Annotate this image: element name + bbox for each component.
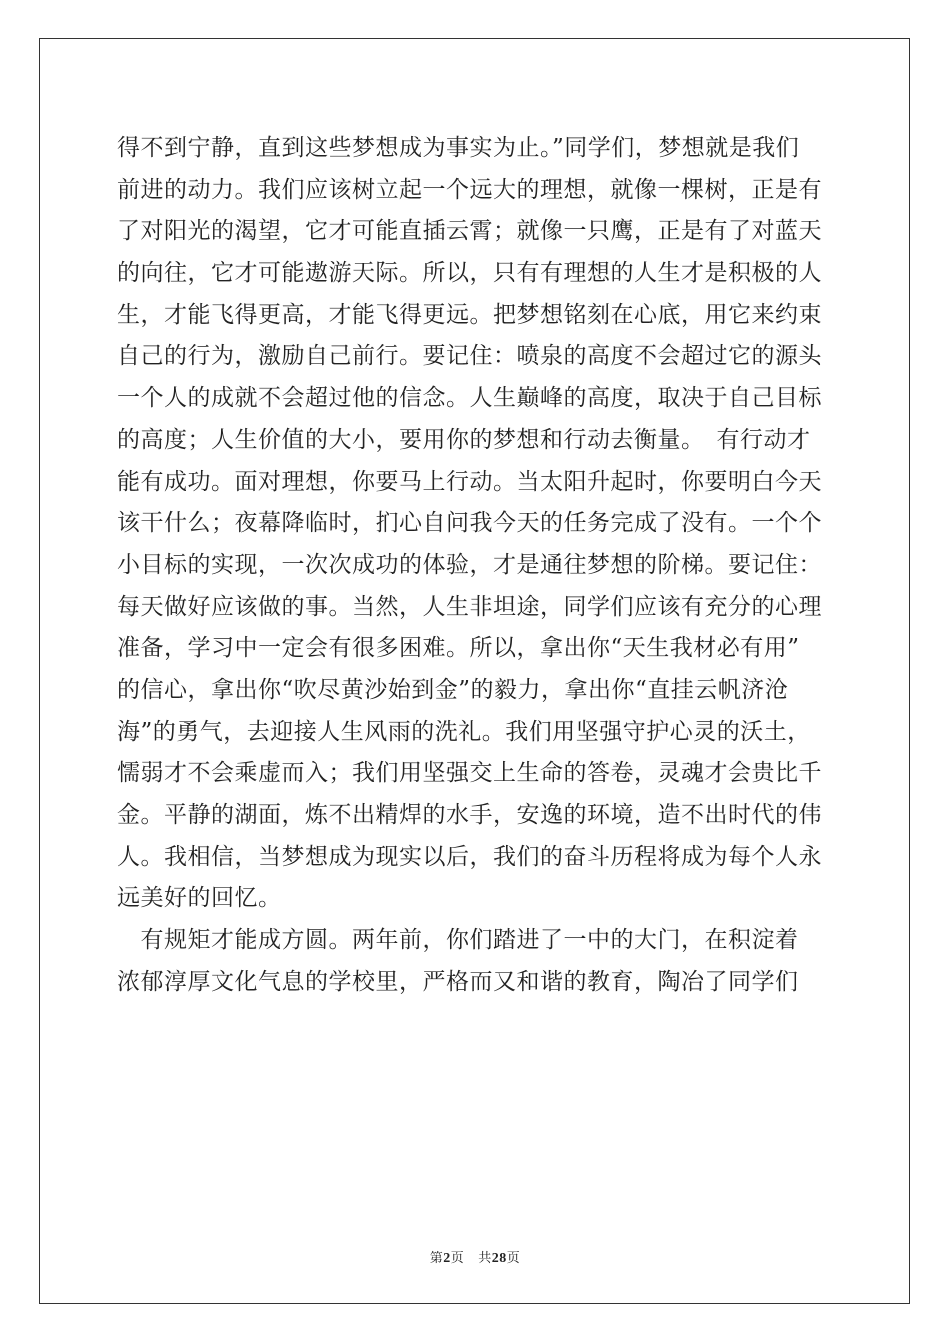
- text-line: 生，才能飞得更高，才能飞得更远。把梦想铭刻在心底，用它来约束: [117, 301, 822, 328]
- document-body: [117, 128, 833, 1003]
- text-line: 浓郁淳厚文化气息的学校里，严格而又和谐的教育，陶冶了同学们: [117, 968, 799, 995]
- text-line: 有规矩才能成方圆。两年前，你们踏进了一中的大门，在积淀着: [117, 927, 799, 954]
- text-line: 懦弱才不会乘虚而入；我们用坚强交上生命的答卷，灵魂才会贵比千: [117, 760, 822, 787]
- text-line: 能有成功。面对理想，你要马上行动。当太阳升起时，你要明白今天: [117, 468, 822, 495]
- text-line: 该干什么；夜幕降临时，扪心自问我今天的任务完成了没有。一个个: [117, 510, 822, 537]
- text-line: 的向往，它才可能遨游天际。所以，只有有理想的人生才是积极的人: [117, 260, 822, 287]
- text-line: 得不到宁静，直到这些梦想成为事实为止。”同学们，梦想就是我们: [117, 135, 800, 161]
- text-line: 远美好的回忆。: [117, 885, 282, 912]
- text-line: 每天做好应该做的事。当然，人生非坦途，同学们应该有充分的心理: [117, 593, 822, 620]
- text-line: 一个人的成就不会超过他的信念。人生巅峰的高度，取决于自己目标: [117, 385, 822, 412]
- text-line: 的高度；人生价值的大小，要用你的梦想和行动去衡量。 有行动才: [117, 426, 811, 453]
- page-number-label: 第2页: [429, 1251, 465, 1266]
- text-line: 的信心，拿出你“吹尽黄沙始到金”的毅力，拿出你“直挂云帆济沧: [117, 676, 789, 703]
- total-pages-label: 共28页: [478, 1251, 521, 1266]
- text-line: 金。平静的湖面，炼不出精焊的水手，安逸的环境，造不出时代的伟: [117, 802, 822, 828]
- text-line: 海”的勇气，去迎接人生风雨的洗礼。我们用坚强守护心灵的沃土，: [117, 718, 811, 745]
- page-footer: [0, 1247, 950, 1267]
- text-line: 人。我相信，当梦想成为现实以后，我们的奋斗历程将成为每个人永: [117, 843, 822, 870]
- text-line: 自己的行为，激励自己前行。要记住：喷泉的高度不会超过它的源头: [117, 343, 822, 370]
- text-line: 小目标的实现，一次次成功的体验，才是通往梦想的阶梯。要记住：: [117, 551, 822, 578]
- text-line: 前进的动力。我们应该树立起一个远大的理想，就像一棵树，正是有: [117, 176, 822, 203]
- text-line: 了对阳光的渴望，它才可能直插云霄；就像一只鹰，正是有了对蓝天: [117, 218, 822, 245]
- text-line: 准备，学习中一定会有很多困难。所以，拿出你“天生我材必有用”: [117, 635, 800, 662]
